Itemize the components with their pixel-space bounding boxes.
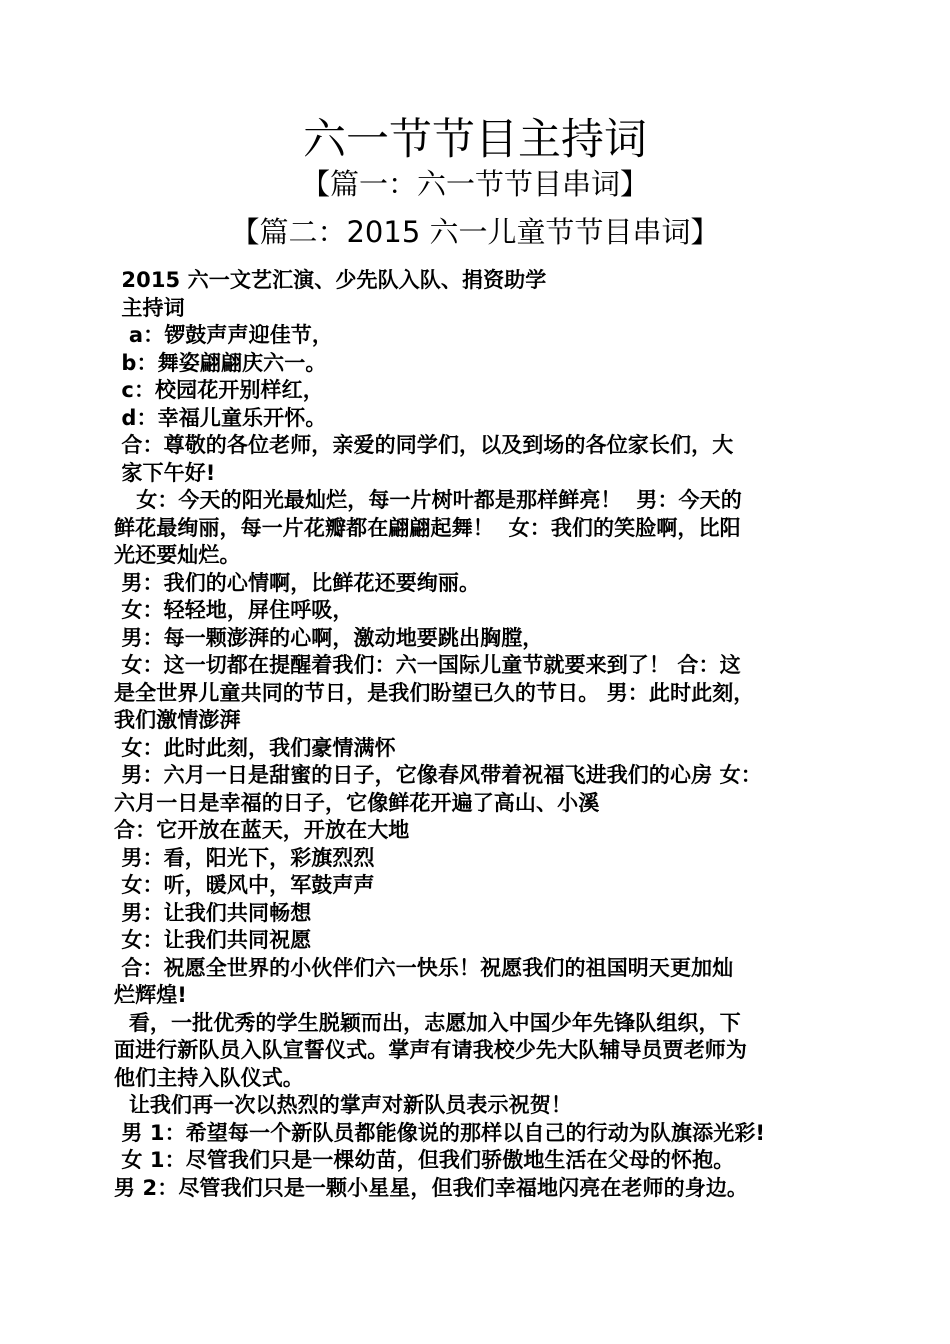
text-line: 家下午好! [114, 460, 216, 485]
document-title: 六一节节目主持词 [303, 115, 647, 165]
text-line: 主持词 [114, 295, 185, 320]
text-line: 男 2：尽管我们只是一颗小星星，但我们幸福地闪亮在老师的身边。 [114, 1175, 749, 1200]
text-line: 男：我们的心情啊，比鲜花还要绚丽。 [114, 570, 481, 595]
text-line: 面进行新队员入队宣誓仪式。掌声有请我校少先大队辅导员贾老师为 [114, 1038, 747, 1062]
text-line: 女：轻轻地，屏住呼吸， [114, 598, 354, 622]
text-line: 女：让我们共同祝愿 [114, 928, 312, 952]
text-line: 合：祝愿全世界的小伙伴们六一快乐！祝愿我们的祖国明天更加灿 [114, 955, 734, 980]
text-line: 女 1：尽管我们只是一棵幼苗，但我们骄傲地生活在父母的怀抱。 [114, 1148, 735, 1172]
text-line: 看，一批优秀的学生脱颖而出，志愿加入中国少年先锋队组织，下 [114, 1010, 741, 1035]
text-line: a：锣鼓声声迎佳节， [114, 323, 333, 347]
document-body [114, 267, 844, 1202]
section-heading-1: 【篇一：六一节节目串词】 [300, 167, 649, 201]
text-line: c：校园花开别样红， [114, 378, 324, 402]
text-line: 男：每一颗澎湃的心啊，激动地要跳出胸膛， [114, 625, 544, 650]
text-line: 让我们再一次以热烈的掌声对新队员表示祝贺！ [114, 1093, 572, 1117]
text-line: 2015 六一文艺汇演、少先队入队、捐资助学 [114, 268, 547, 292]
text-line: 是全世界儿童共同的节日，是我们盼望已久的节日。 男：此时此刻， [114, 680, 755, 705]
text-line: 合：它开放在蓝天，开放在大地 [114, 818, 410, 842]
section-heading-2: 【篇二：2015 六一儿童节节目串词】 [230, 215, 720, 249]
text-line: 男：让我们共同畅想 [114, 900, 312, 925]
text-line: 合：尊敬的各位老师，亲爱的同学们，以及到场的各位家长们，大 [114, 433, 734, 457]
text-line: 他们主持入队仪式。 [114, 1065, 304, 1090]
text-line: 鲜花最绚丽，每一片花瓣都在翩翩起舞！ 女：我们的笑脸啊，比阳 [114, 515, 741, 540]
text-line: 六月一日是幸福的日子，它像鲜花开遍了高山、小溪 [114, 790, 600, 815]
text-line: 烂辉煌! [114, 983, 187, 1007]
text-line: 男：六月一日是甜蜜的日子，它像春风带着祝福飞进我们的心房 女： [114, 763, 762, 787]
text-line: 光还要灿烂。 [114, 543, 241, 567]
text-line: 男 1：希望每一个新队员都能像说的那样以自己的行动为队旗添光彩! [114, 1120, 766, 1145]
text-line: 女：此时此刻，我们豪情满怀 [114, 735, 396, 760]
text-line: 女：今天的阳光最灿烂，每一片树叶都是那样鲜亮！ 男：今天的 [114, 488, 742, 512]
text-line: b：舞姿翩翩庆六一。 [114, 350, 327, 375]
text-line: d：幸福儿童乐开怀。 [114, 405, 327, 430]
text-line: 女：听，暖风中，军鼓声声 [114, 873, 375, 897]
text-line: 男：看，阳光下，彩旗烈烈 [114, 845, 375, 870]
text-line: 女：这一切都在提醒着我们：六一国际儿童节就要来到了！ 合：这 [114, 653, 741, 677]
text-line: 我们激情澎湃 [114, 708, 241, 732]
